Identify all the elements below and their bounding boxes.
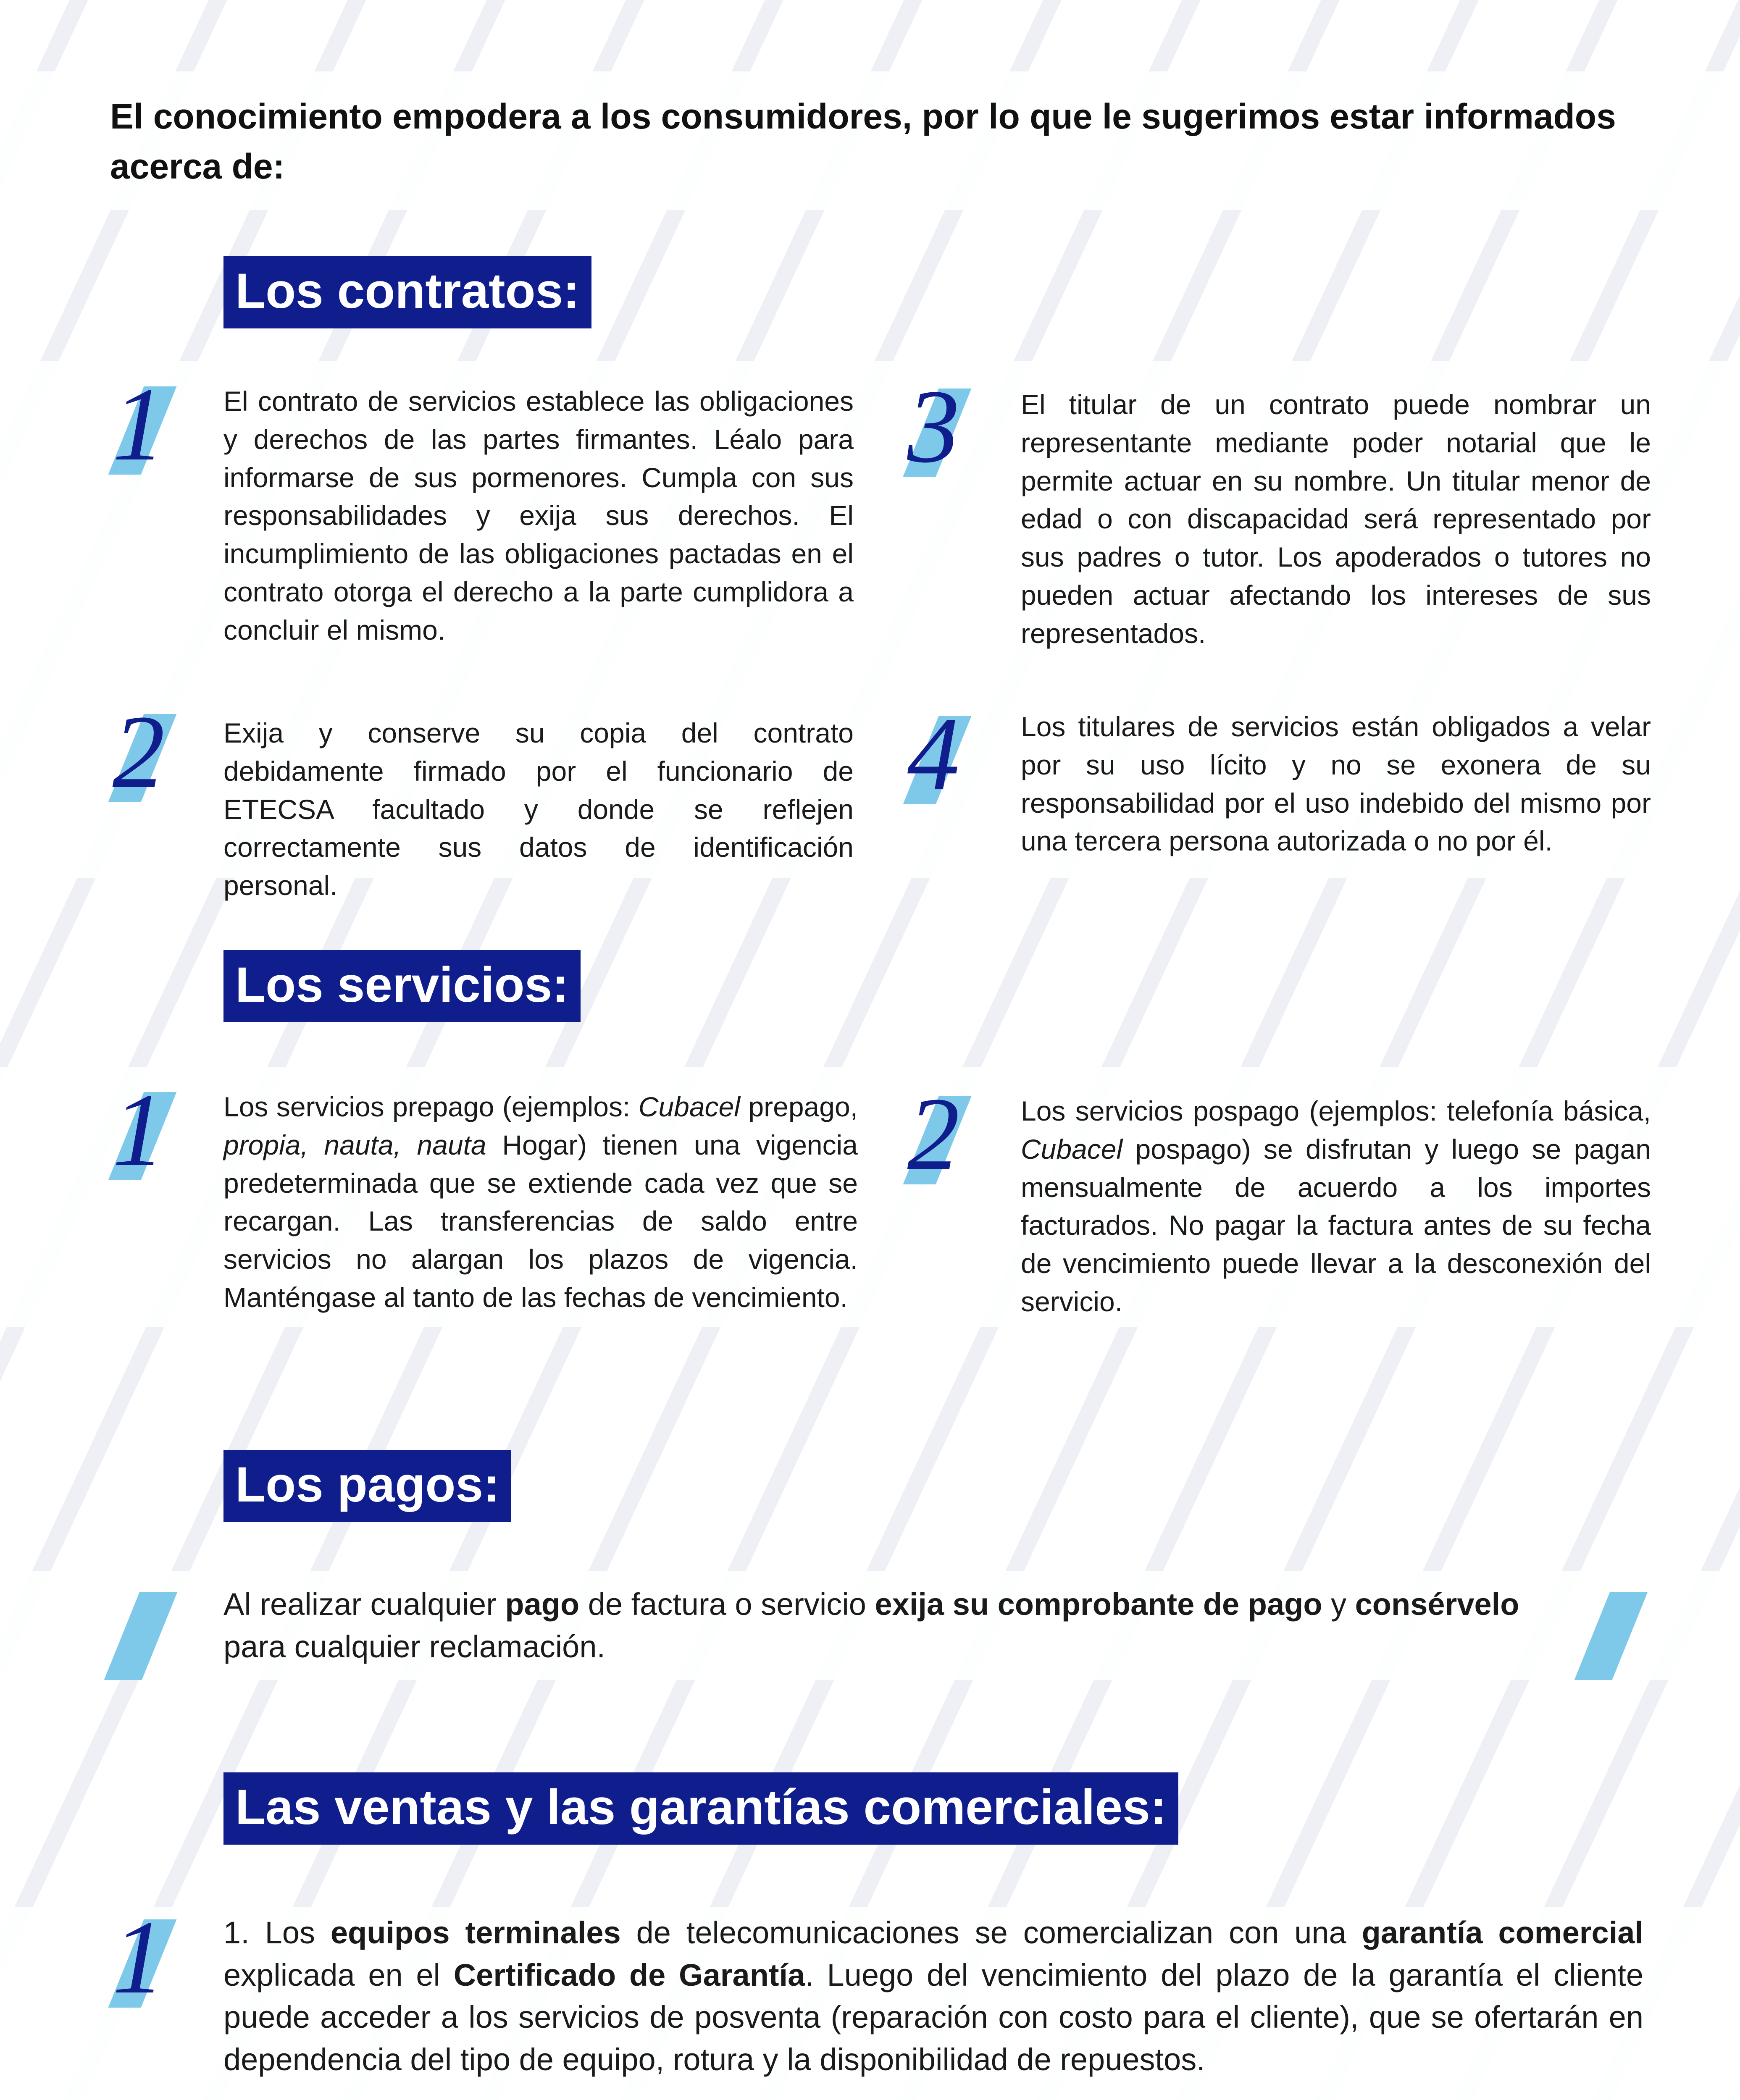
text-run: explicada en el [223,1957,454,1992]
ventas-item-1-text [223,1912,1643,2081]
number-marker-ventas-1 [97,1899,181,2016]
emphasis: equipos terminales [330,1915,621,1950]
servicios-item-2-text [1021,1092,1651,1321]
number-marker-servicios-2 [891,1076,975,1192]
text-run: de factura o servicio [579,1587,875,1622]
text-run: . Luego del vencimiento del plazo de la garantía el cliente puede acceder a los servicios de posventa (reparación con costo para el cliente), que se ofertarán en dependencia del tipo de equipo, rotura y la disponibilidad de repuestos. [223,1957,1643,2077]
contratos-item-4-text: Los titulares de servicios están obligados a velar por su uso lícito y no se exonera de su responsabilidad por el uso indebido del mismo por una tercera persona autorizada o no por él. [1021,711,1651,857]
contratos-item-2-text: Exija y conserve su copia del contrato debidamente firmado por el funcionario de ETECSA facultado y donde se reflejen correctamente sus datos de identificación personal. [223,717,854,901]
number-marker-contratos-3 [891,368,975,485]
marker-number: 4 [907,696,960,812]
emphasis: Certificado de Garantía [453,1957,805,1992]
text-run: 1. Los [223,1915,331,1950]
text-run: de telecomunicaciones se comercializan con una [620,1915,1362,1950]
intro-text: El conocimiento empodera a los consumidores, por lo que le sugerimos estar informados acerca de: [110,97,1616,186]
text-run: Los servicios pospago (ejemplos: telefonía básica, [1021,1095,1651,1126]
text-run: Los servicios prepago (ejemplos: [223,1091,639,1122]
text-run: Al realizar cualquier [223,1587,505,1622]
brand-name: Cubacel [638,1091,740,1122]
marker-number: 1 [112,366,165,483]
marker-number: 2 [907,1076,960,1192]
marker-number: 1 [112,1899,165,2016]
number-marker-contratos-4 [891,696,975,812]
text-run: para cualquier reclamación. [223,1629,606,1664]
text-run: Hogar) tienen una vigencia predeterminada que se extiende cada vez que se recargan. Las transferencias de saldo entre servicios no alargan los plazos de vigencia. Manténgase al tanto de las fechas de vencimiento. [223,1129,858,1313]
section-heading-pagos: Los pagos: [223,1450,511,1522]
number-marker-contratos-1 [97,366,181,483]
text-run: pospago) se disfrutan y luego se pagan mensualmente de acuerdo a los importes facturados. No pagar la factura antes de su fecha de vencimiento puede llevar a la desconexión del servicio. [1021,1133,1651,1317]
brand-name: Cubacel [1021,1133,1123,1165]
contratos-item-3-text: El titular de un contrato puede nombrar un representante mediante poder notarial que le permite actuar en su nombre. Un titular menor de edad o con discapacidad será representado por sus padres o tutor. Los apoderados o tutores no pueden actuar afectando los intereses de sus representados. [1021,389,1651,649]
marker-number: 3 [907,368,960,485]
emphasis: pago [505,1587,580,1622]
marker-number: 1 [112,1072,165,1188]
number-marker-contratos-2 [97,694,181,810]
section-heading-ventas: Las ventas y las garantías comerciales: [223,1772,1178,1845]
brand-names: propia, nauta, nauta [223,1129,486,1160]
marker-number: 2 [112,694,165,810]
pagos-text [223,1583,1589,1668]
emphasis: consérvelo [1355,1587,1519,1622]
emphasis: garantía comercial [1362,1915,1643,1950]
section-heading-servicios: Los servicios: [223,950,581,1022]
emphasis: exija su comprobante de pago [875,1587,1322,1622]
text-run: y [1322,1587,1355,1622]
section-heading-contratos: Los contratos: [223,256,591,328]
servicios-item-1-text [223,1088,858,1317]
contratos-item-1-text: El contrato de servicios establece las obligaciones y derechos de las partes firmantes. Léalo para informarse de sus pormenores. Cumpla con sus responsabilidades y exija sus derechos. El incumplimiento de las obligaciones pactadas en el contrato otorga el derecho a la parte cumplidora a concluir el mismo. [223,386,854,646]
text-run: prepago, [740,1091,858,1122]
number-marker-servicios-1 [97,1072,181,1188]
